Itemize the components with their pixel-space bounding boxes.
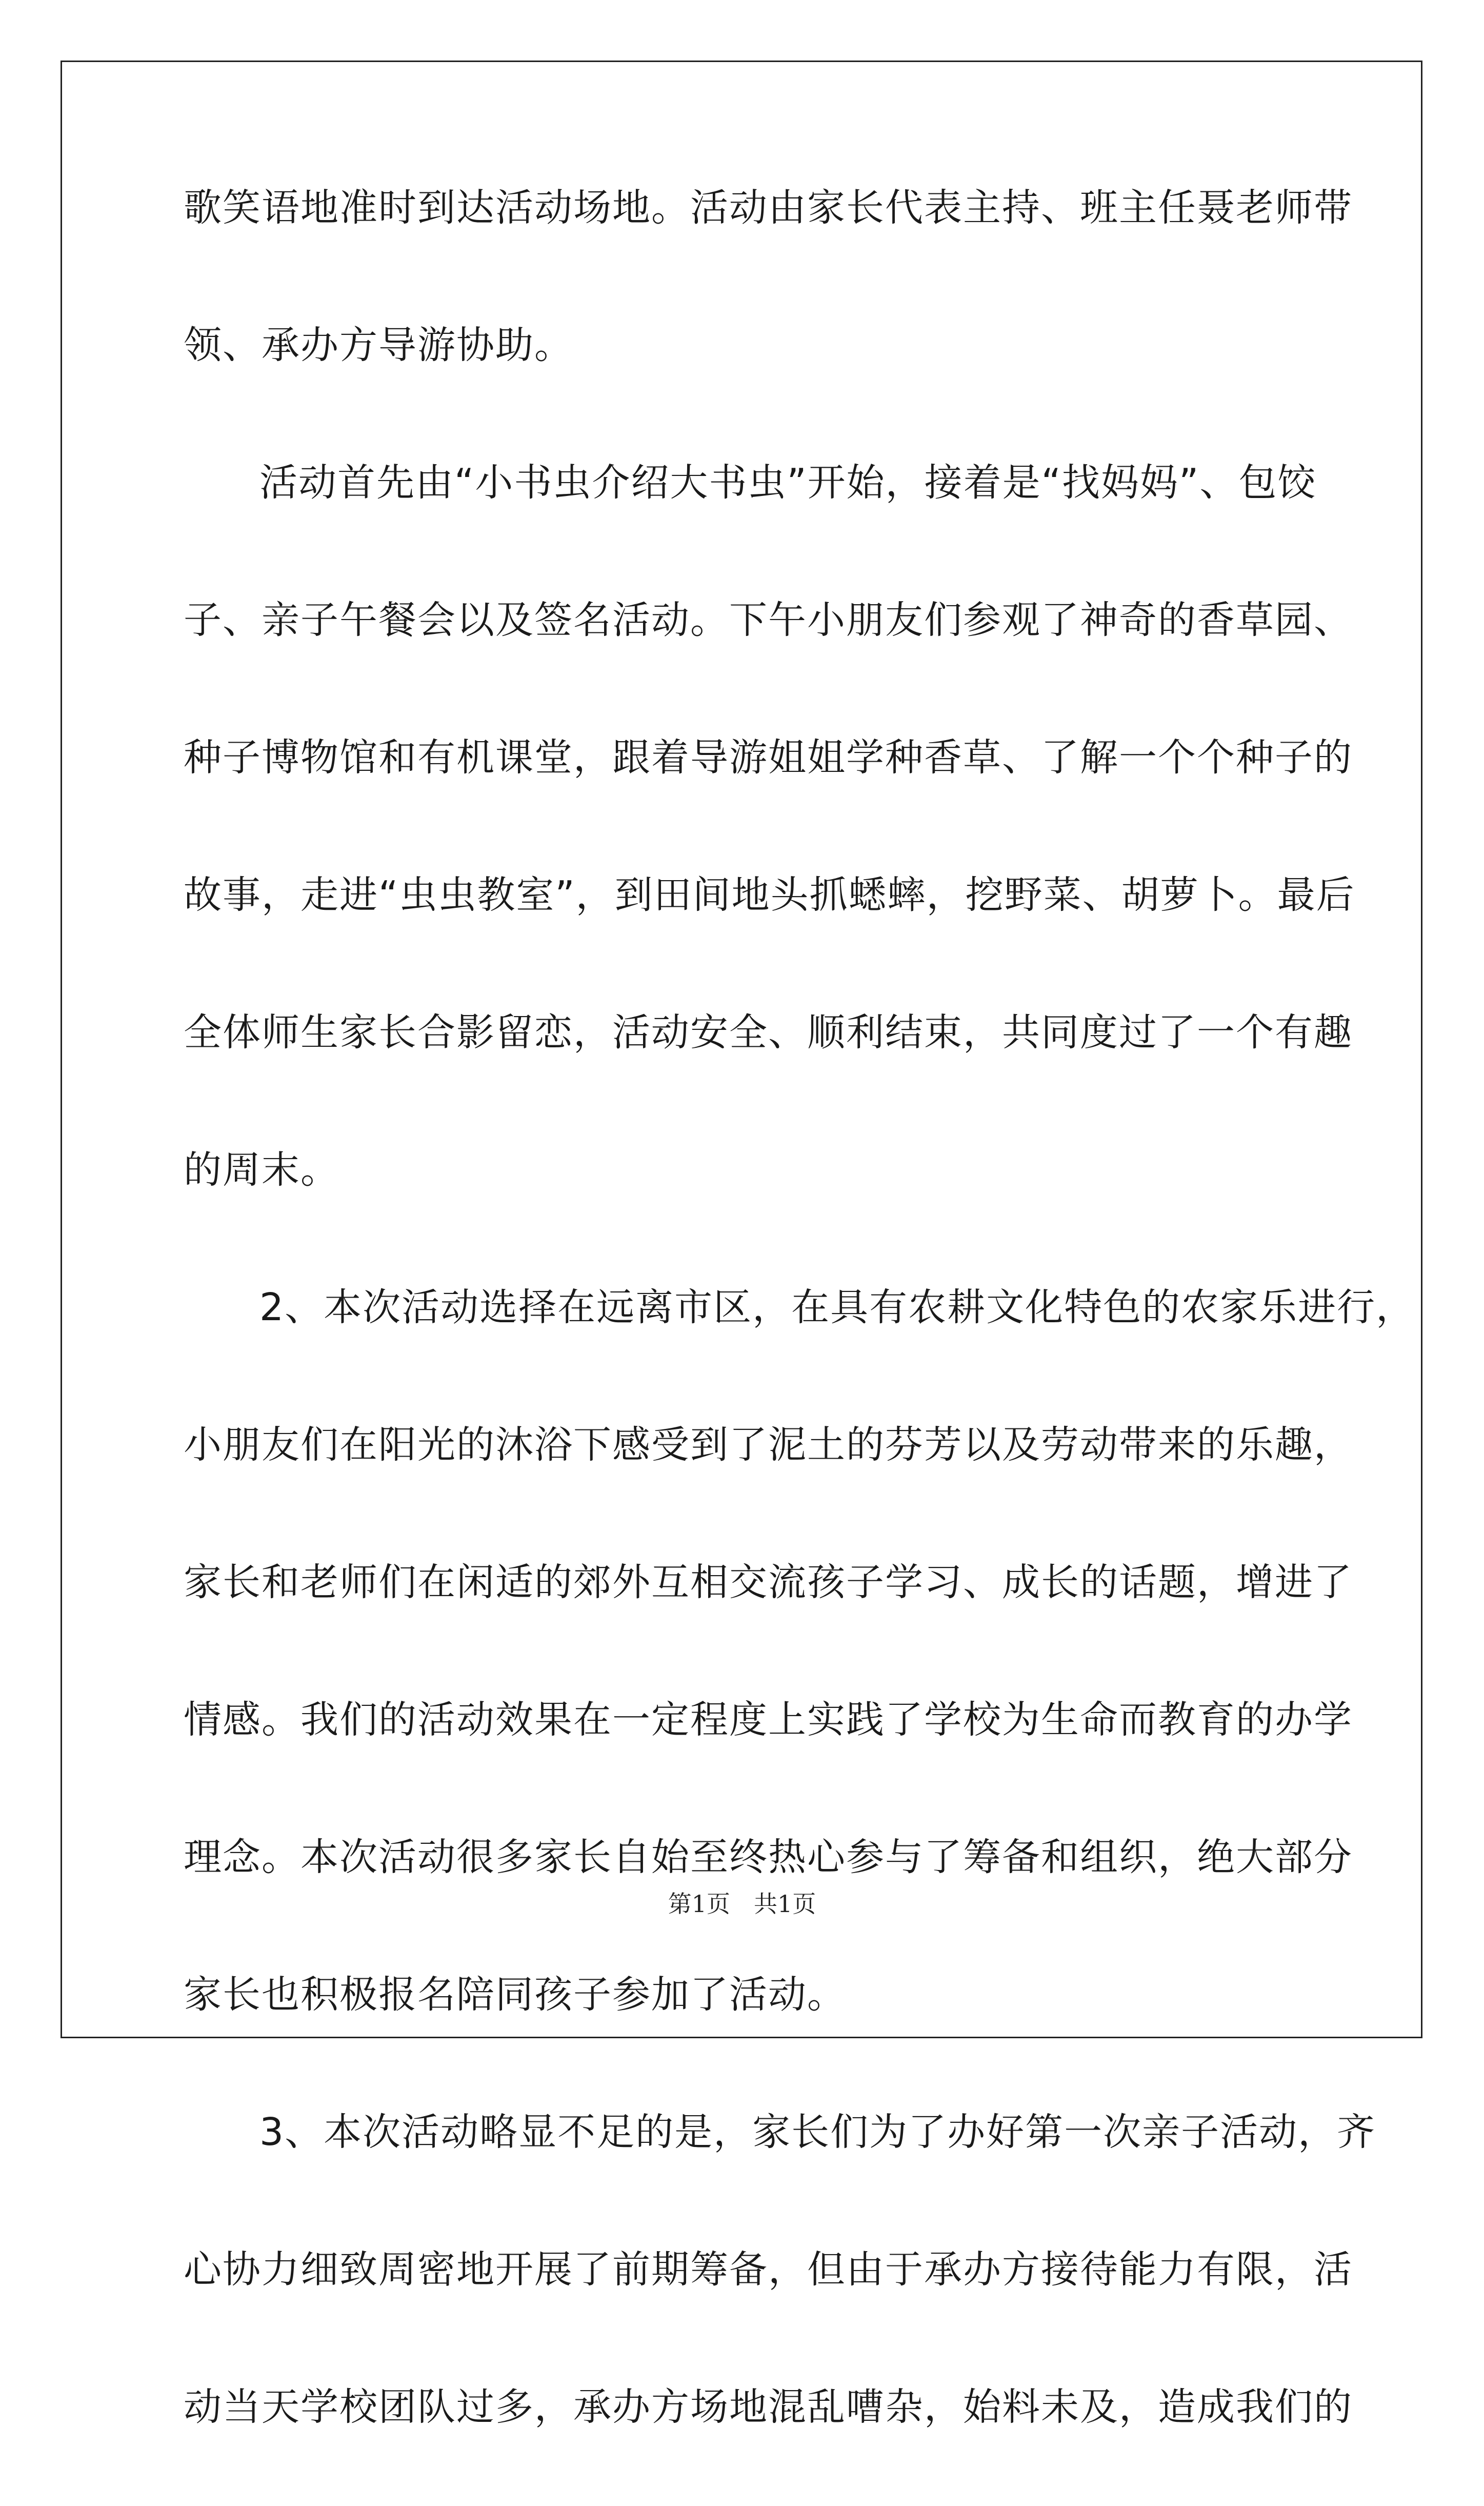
text-line: 的周末。 <box>184 1148 339 1192</box>
text-line: 心协力细致周密地开展了前期筹备，但由于承办方接待能力有限，活 <box>184 2248 1353 2292</box>
text-line: 动当天学校团队过多，承办方场地混乱嘈杂，始料未及，造成我们的 <box>184 2385 1353 2429</box>
text-line: 2、本次活动选择在远离市区，在具有农耕文化特色的农家乐进行， <box>259 1285 1415 1329</box>
text-line: 种子博物馆和有机课堂，跟着导游姐姐学种香草、了解一个个种子的 <box>184 735 1353 780</box>
text-line: 家长和老师们在闲适的郊外互相交流孩子学习、成长的话题，增进了 <box>184 1560 1353 1604</box>
text-line: 活动首先由“小书虫介绍大书虫”开始，接着是“找妈妈”、包饺 <box>259 461 1317 505</box>
text-line: 歌笑语地准时到达活动场地。活动由家长代表主持、班主任聂老师带 <box>184 186 1353 230</box>
text-line: 情感。我们的活动效果在一定程度上实践了学校为生命而教育的办学 <box>184 1698 1353 1742</box>
text-line: 家长也积极报名陪同孩子参加了活动。 <box>184 1973 846 2017</box>
text-line: 3、本次活动略显不足的是，家长们为了办好第一次亲子活动，齐 <box>259 2110 1376 2154</box>
text-line: 故事，走进“虫虫教室”，到田间地头抓蟋蟀，挖野菜、胡萝卜。最后 <box>184 873 1355 917</box>
text-line: 全体师生家长合影留恋，活动安全、顺利结束，共同度过了一个有趣 <box>184 1010 1353 1055</box>
text-line: 领、承办方导游协助。 <box>184 323 573 367</box>
page-number-footer: 第1页 共1页 <box>668 1890 816 1918</box>
text-line: 子、亲子午餐会以及签名活动。下午小朋友们参观了神奇的香草园、 <box>184 598 1353 642</box>
text-line: 小朋友们在阳光的沐浴下感受到了泥土的芬芳以及劳动带来的乐趣， <box>184 1423 1353 1467</box>
text-line: 理念。本次活动很多家长自始至终热心参与了筹备和组织，绝大部分 <box>184 1835 1353 1879</box>
document-body <box>184 169 1415 2506</box>
